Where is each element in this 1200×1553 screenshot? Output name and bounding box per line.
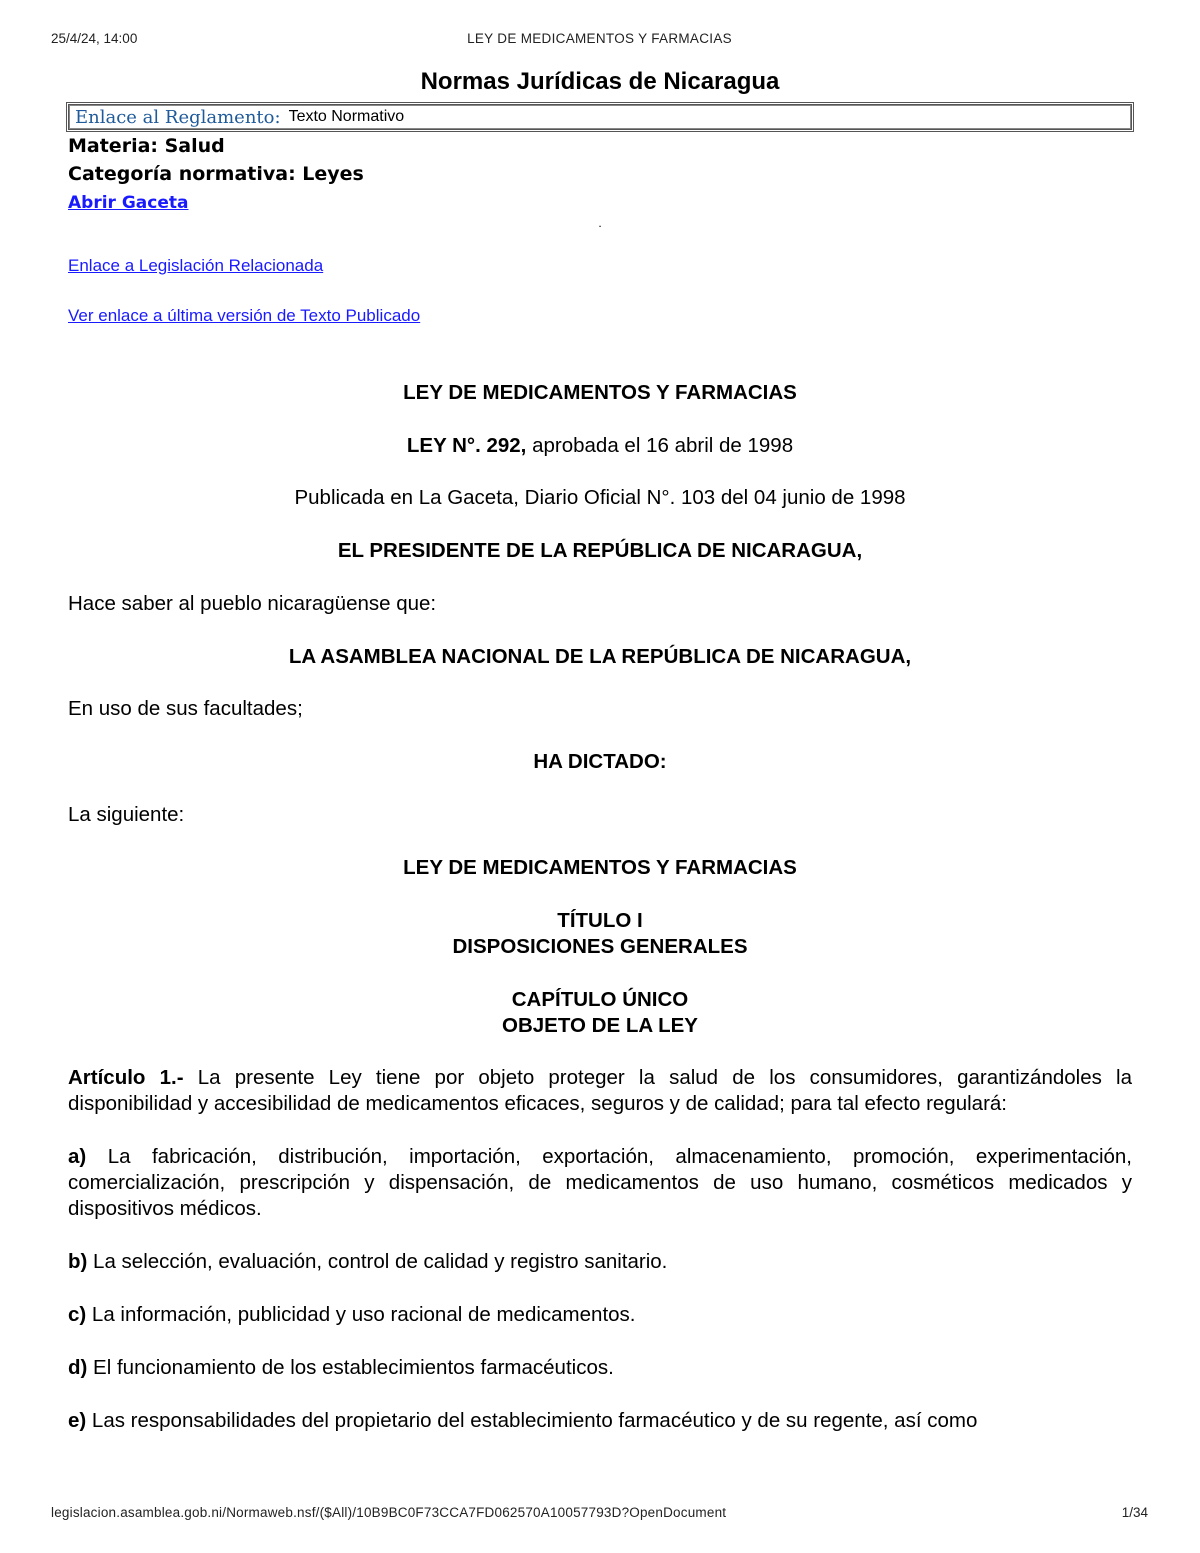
- list-item-text: La información, publicidad y uso racional de medicamentos.: [86, 1303, 636, 1326]
- list-item-label: b): [68, 1250, 88, 1273]
- facultades-text: En uso de sus facultades;: [68, 697, 303, 720]
- law-title-repeat: LEY DE MEDICAMENTOS Y FARMACIAS: [403, 856, 797, 879]
- site-title: Normas Jurídicas de Nicaragua: [420, 68, 780, 95]
- print-header: [51, 31, 1148, 49]
- print-datetime: 25/4/24, 14:00: [51, 31, 138, 46]
- list-item-label: c): [68, 1303, 87, 1326]
- capitulo-heading: CAPÍTULO ÚNICO: [511, 988, 689, 1011]
- presidente-heading: EL PRESIDENTE DE LA REPÚBLICA DE NICARAGUA,: [337, 539, 863, 562]
- list-item: [68, 1408, 1132, 1434]
- law-body: [68, 380, 1132, 1434]
- law-published: Publicada en La Gaceta, Diario Oficial N°. 103 del 04 junio de 1998: [294, 486, 906, 509]
- law-number-line: [68, 433, 1132, 459]
- titulo-heading: TÍTULO I: [557, 909, 643, 932]
- articulo-1-text: La presente Ley tiene por objeto proteger la salud de los consumidores, garantizándoles la disponibilidad y accesibilidad de medicamentos eficaces, seguros y de calidad; para tal efecto regulará:: [68, 1066, 1132, 1115]
- print-footer: [51, 1505, 1148, 1523]
- siguiente-text: La siguiente:: [68, 803, 185, 826]
- titulo-name: DISPOSICIONES GENERALES: [452, 935, 748, 958]
- list-item-text: La fabricación, distribución, importación, exportación, almacenamiento, promoción, experimentación, comercialización, prescripción y dispensación, de medicamentos de uso humano, cosméticos medicados y dispositivos médicos.: [68, 1145, 1132, 1220]
- capitulo-name: OBJETO DE LA LEY: [502, 1014, 698, 1037]
- list-item-label: a): [68, 1145, 87, 1168]
- law-approved: aprobada el 16 abril de 1998: [526, 434, 794, 457]
- separator-dot: .: [598, 216, 602, 230]
- list-item: [68, 1302, 1132, 1328]
- list-item-text: El funcionamiento de los establecimientos farmacéuticos.: [87, 1356, 614, 1379]
- reglamento-value: Texto Normativo: [288, 108, 405, 125]
- abrir-gaceta-link[interactable]: Abrir Gaceta: [68, 193, 189, 213]
- list-item-text: La selección, evaluación, control de calidad y registro sanitario.: [87, 1250, 668, 1273]
- hace-saber-text: Hace saber al pueblo nicaragüense que:: [68, 592, 437, 615]
- ha-dictado-heading: HA DICTADO:: [533, 750, 667, 773]
- ultima-version-link[interactable]: Ver enlace a última versión de Texto Publicado: [68, 306, 421, 325]
- list-item: [68, 1355, 1132, 1381]
- page-content: [68, 64, 1132, 1434]
- print-url: legislacion.asamblea.gob.ni/Normaweb.nsf/($All)/10B9BC0F73CCA7FD062570A10057793D?OpenDocument: [51, 1505, 727, 1520]
- materia-label: Materia: Salud: [68, 135, 225, 157]
- categoria-label: Categoría normativa: Leyes: [68, 163, 364, 185]
- list-item: [68, 1249, 1132, 1275]
- list-item: [68, 1144, 1132, 1222]
- law-title: LEY DE MEDICAMENTOS Y FARMACIAS: [403, 381, 797, 404]
- asamblea-heading: LA ASAMBLEA NACIONAL DE LA REPÚBLICA DE NICARAGUA,: [288, 645, 912, 668]
- list-item-text: Las responsabilidades del propietario del establecimiento farmacéutico y de su regente, así como: [86, 1409, 978, 1432]
- reglamento-box: [66, 102, 1134, 132]
- page-number: 1/34: [1121, 1505, 1148, 1520]
- list-item-label: e): [68, 1409, 87, 1432]
- reglamento-label: Enlace al Reglamento:: [75, 106, 281, 128]
- articulo-1-label: Artículo 1.-: [68, 1066, 184, 1089]
- legislacion-relacionada-link[interactable]: Enlace a Legislación Relacionada: [68, 256, 324, 275]
- law-number: LEY N°. 292,: [406, 434, 527, 457]
- articulo-1: [68, 1065, 1132, 1117]
- print-doc-title: LEY DE MEDICAMENTOS Y FARMACIAS: [467, 31, 732, 46]
- metadata: [68, 132, 1132, 188]
- list-item-label: d): [68, 1356, 88, 1379]
